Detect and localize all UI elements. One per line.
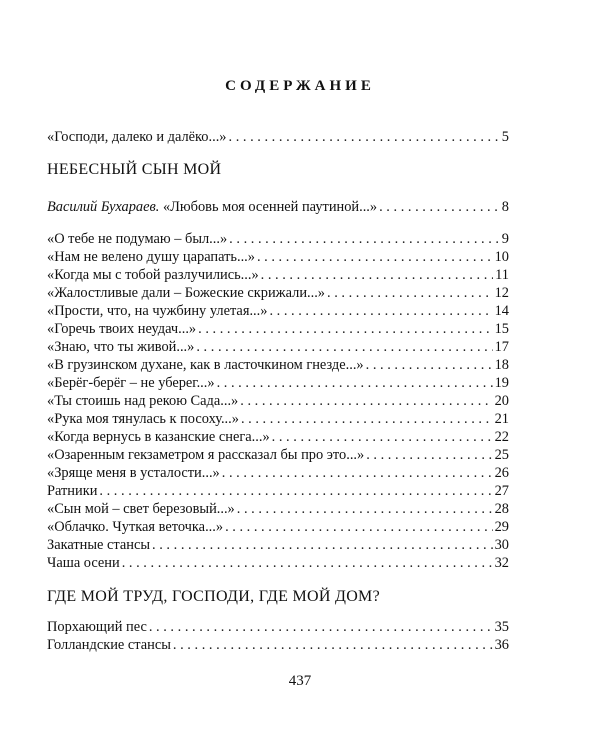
toc-entry-title: Голландские стансы — [47, 637, 171, 653]
toc-entry[interactable] — [47, 618, 509, 636]
toc-entry-page: 11 — [495, 267, 509, 283]
dot-leader — [241, 410, 493, 428]
toc-entry[interactable] — [47, 374, 509, 392]
toc-entry[interactable] — [47, 482, 509, 500]
toc-entry-page: 12 — [494, 285, 509, 301]
toc-entry-page: 22 — [494, 429, 509, 445]
toc-entry-title: «Знаю, что ты живой...» — [47, 339, 195, 355]
toc-entry-author: Василий Бухараев. — [47, 199, 160, 215]
toc-entry-title: «Ты стоишь над рекою Сада...» — [47, 393, 239, 409]
toc-entry[interactable] — [47, 248, 509, 266]
toc-entry-title: «Рука моя тянулась к посоху...» — [47, 411, 239, 427]
dot-leader — [272, 428, 493, 446]
toc-entry[interactable] — [47, 338, 509, 356]
toc-entry-intro[interactable] — [47, 128, 509, 146]
dot-leader — [229, 128, 500, 146]
section-heading-1: НЕБЕСНЫЙ СЫН МОЙ — [47, 161, 222, 178]
toc-entry-page: 9 — [501, 231, 509, 247]
dot-leader — [225, 518, 493, 536]
toc-entry-title: «Прости, что, на чужбину улетая...» — [47, 303, 268, 319]
dot-leader — [196, 338, 492, 356]
toc-entry-page: 19 — [494, 375, 509, 391]
toc-entry-page: 26 — [494, 465, 509, 481]
toc-entry-page: 18 — [494, 357, 509, 373]
toc-entry[interactable] — [47, 356, 509, 374]
toc-entry[interactable] — [47, 500, 509, 518]
toc-entry-page: 15 — [494, 321, 509, 337]
toc-entry-page: 30 — [494, 537, 509, 553]
toc-entry[interactable] — [47, 266, 509, 284]
toc-entry-title: «Облачко. Чуткая веточка...» — [47, 519, 224, 535]
toc-entry-title: «В грузинском духане, как в ласточкином гнезде...» — [47, 357, 364, 373]
toc-entry[interactable] — [47, 230, 509, 248]
toc-entry[interactable] — [47, 554, 509, 572]
toc-entry-title: «Господи, далеко и далёко...» — [47, 129, 227, 145]
dot-leader — [327, 284, 493, 302]
toc-entry-title: «Сын мой – свет березовый...» — [47, 501, 235, 517]
toc-entry-page: 35 — [494, 619, 509, 635]
dot-leader — [366, 356, 493, 374]
toc-entry-title: Закатные стансы — [47, 537, 151, 553]
toc-entry-page: 29 — [494, 519, 509, 535]
toc-entry-title: «Зряще меня в усталости...» — [47, 465, 220, 481]
toc-entry-title: «Нам не велено душу царапать...» — [47, 249, 255, 265]
dot-leader — [240, 392, 492, 410]
toc-entry-page: 8 — [501, 199, 509, 215]
dot-leader — [229, 230, 500, 248]
toc-entry-title-text: «Любовь моя осенней паутиной...» — [159, 199, 378, 215]
toc-entry-title: «Когда вернусь в казанские снега...» — [47, 429, 270, 445]
toc-entry[interactable] — [47, 446, 509, 464]
dot-leader — [122, 554, 493, 572]
toc-entry[interactable] — [47, 302, 509, 320]
dot-leader — [173, 636, 493, 654]
dot-leader — [379, 198, 500, 216]
toc-entry-title: «Горечь твоих неудач...» — [47, 321, 197, 337]
toc-entry-title: «Когда мы с тобой разлучились...» — [47, 267, 259, 283]
page-number: 437 — [288, 673, 312, 689]
toc-entry-title — [47, 198, 377, 216]
toc-entry-page: 20 — [494, 393, 509, 409]
dot-leader — [366, 446, 492, 464]
dot-leader — [269, 302, 492, 320]
toc-entry-title: Ратники — [47, 483, 98, 499]
toc-entry-page: 28 — [494, 501, 509, 517]
dot-leader — [152, 536, 493, 554]
toc-entry-page: 5 — [501, 129, 509, 145]
section-heading-2: ГДЕ МОЙ ТРУД, ГОСПОДИ, ГДЕ МОЙ ДОМ? — [47, 588, 380, 605]
toc-entry-page: 21 — [494, 411, 509, 427]
toc-entry-title: Порхающий пес — [47, 619, 147, 635]
toc-entry[interactable] — [47, 392, 509, 410]
toc-entry-page: 27 — [494, 483, 509, 499]
toc-entry-title: «О тебе не подумаю – был...» — [47, 231, 228, 247]
toc-entry[interactable] — [47, 636, 509, 654]
toc-entry[interactable] — [47, 536, 509, 554]
dot-leader — [198, 320, 492, 338]
dot-leader — [222, 464, 493, 482]
toc-entry-preface[interactable] — [47, 198, 509, 216]
dot-leader — [257, 248, 493, 266]
toc-entry[interactable] — [47, 464, 509, 482]
toc-entry-page: 36 — [494, 637, 509, 653]
toc-entry-title: «Жалостливые дали – Божеские скрижали...» — [47, 285, 326, 301]
toc-entry-page: 10 — [494, 249, 509, 265]
dot-leader — [149, 618, 493, 636]
toc-entry[interactable] — [47, 320, 509, 338]
toc-entry-page: 32 — [494, 555, 509, 571]
toc-entry[interactable] — [47, 284, 509, 302]
toc-entry-title: Чаша осени — [47, 555, 120, 571]
toc-entry-page: 14 — [494, 303, 509, 319]
toc-entry-title: «Озаренным гекзаметром я рассказал бы про это...» — [47, 447, 365, 463]
toc-entry-page: 17 — [494, 339, 509, 355]
dot-leader — [261, 266, 494, 284]
toc-entry[interactable] — [47, 518, 509, 536]
toc-entry[interactable] — [47, 410, 509, 428]
toc-entry[interactable] — [47, 428, 509, 446]
page-title: СОДЕРЖАНИЕ — [225, 78, 375, 94]
dot-leader — [217, 374, 493, 392]
dot-leader — [237, 500, 493, 518]
toc-entry-title: «Берёг-берёг – не уберег...» — [47, 375, 215, 391]
toc-entry-page: 25 — [494, 447, 509, 463]
dot-leader — [99, 482, 492, 500]
